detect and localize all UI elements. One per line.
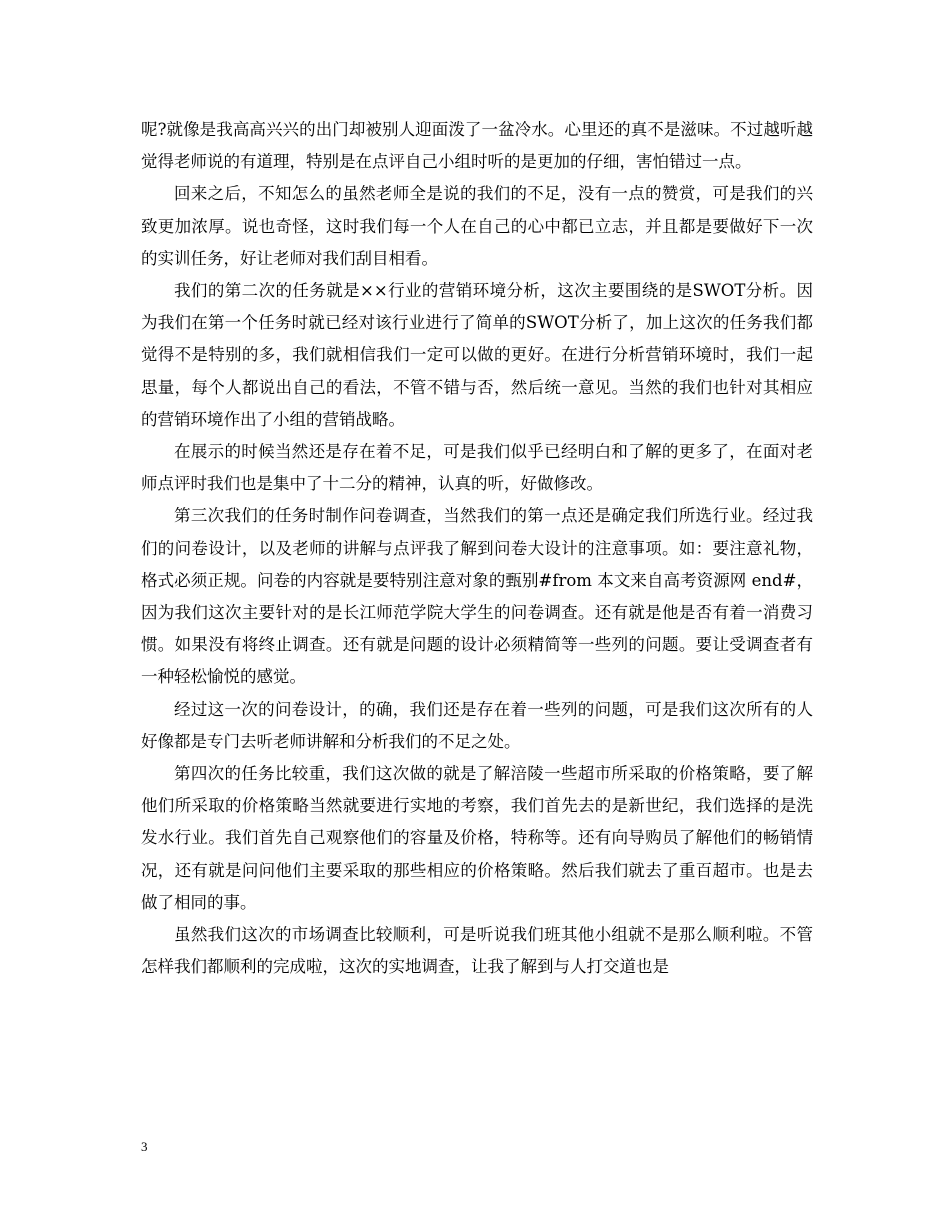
paragraph-8: 虽然我们这次的市场调查比较顺利，可是听说我们班其他小组就不是那么顺利啦。不管怎样我们都顺利的完成啦，这次的实地调查，让我了解到与人打交道也是	[141, 925, 813, 977]
paragraph-7: 第四次的任务比较重，我们这次做的就是了解涪陵一些超市所采取的价格策略，要了解他们所采取的价格策略当然就要进行实地的考察，我们首先去的是新世纪，我们选择的是洗发水行业。我们首先自己观察他们的容量及价格，特称等。还有向导购员了解他们的畅销情况，还有就是问问他们主要采取的那些相应的价格策略。然后我们就去了重百超市。也是去做了相同的事。	[141, 764, 813, 912]
page-number: 3	[141, 1139, 148, 1154]
paragraph-5: 第三次我们的任务时制作问卷调查，当然我们的第一点还是确定我们所选行业。经过我们的问卷设计，以及老师的讲解与点评我了解到问卷大设计的注意事项。如：要注意礼物，格式必须正规。问卷的内容就是要特别注意对象的甄别#from 本文来自高考资源网 end#，因为我们这次主要针对的是长江师范学院大学生的问卷调查。还有就是他是否有着一消费习惯。如果没有将终止调查。还有就是问题的设计必须精简等一些列的问题。要让受调查者有一种轻松愉悦的感觉。	[141, 506, 813, 687]
paragraph-6: 经过这一次的问卷设计，的确，我们还是存在着一些列的问题，可是我们这次所有的人好像都是专门去听老师讲解和分析我们的不足之处。	[141, 699, 813, 751]
paragraph-4: 在展示的时候当然还是存在着不足，可是我们似乎已经明白和了解的更多了，在面对老师点评时我们也是集中了十二分的精神，认真的听，好做修改。	[141, 442, 813, 494]
paragraph-2: 回来之后，不知怎么的虽然老师全是说的我们的不足，没有一点的赞赏，可是我们的兴致更加浓厚。说也奇怪，这时我们每一个人在自己的心中都已立志，并且都是要做好下一次的实训任务，好让老师对我们刮目相看。	[141, 184, 813, 268]
paragraph-1: 呢?就像是我高高兴兴的出门却被别人迎面泼了一盆冷水。心里还的真不是滋味。不过越听越觉得老师说的有道理，特别是在点评自己小组时听的是更加的仔细，害怕错过一点。	[141, 120, 813, 172]
document-body	[141, 114, 813, 983]
paragraph-3: 我们的第二次的任务就是××行业的营销环境分析，这次主要围绕的是SWOT分析。因为我们在第一个任务时就已经对该行业进行了简单的SWOT分析了，加上这次的任务我们都觉得不是特别的多，我们就相信我们一定可以做的更好。在进行分析营销环境时，我们一起思量，每个人都说出自己的看法，不管不错与否，然后统一意见。当然的我们也针对其相应的营销环境作出了小组的营销战略。	[141, 281, 813, 429]
